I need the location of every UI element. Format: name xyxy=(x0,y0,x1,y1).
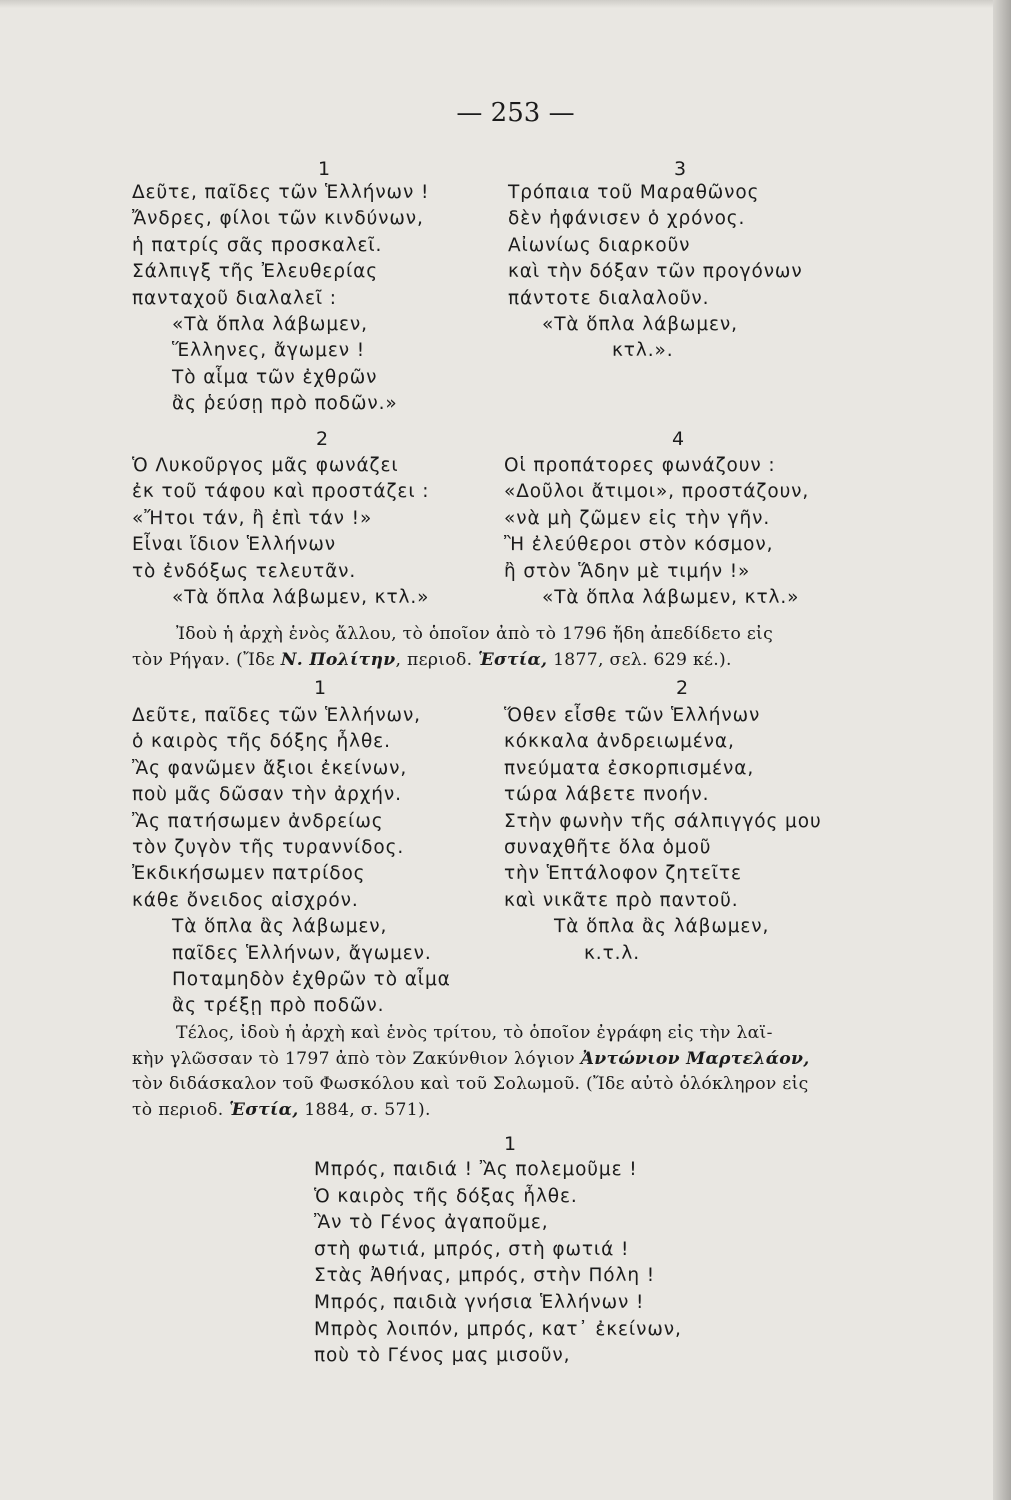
verse-line: τὸ ἐνδόξως τελευτᾶν. xyxy=(132,560,357,582)
verse-line: πανταχοῦ διαλαλεῖ : xyxy=(132,287,337,309)
verse-line: τὴν Ἑπτάλοφον ζητεῖτε xyxy=(504,863,742,885)
verse-line: Στὰς Ἀθήνας, μπρός, στὴν Πόλη ! xyxy=(314,1265,656,1287)
verse-line: Μπρὸς λοιπόν, μπρός, κατ᾿ ἐκείνων, xyxy=(314,1318,682,1340)
stanza-song1-4 xyxy=(504,453,809,611)
verse-line: Οἱ προπάτορες φωνάζουν : xyxy=(504,455,776,476)
stanza-song2-2 xyxy=(504,703,822,967)
journal-title: Ἑστία, xyxy=(229,1099,299,1120)
stanza-song1-1 xyxy=(132,180,429,418)
page-number: — 253 — xyxy=(456,98,575,128)
verse-line: Ὁ Λυκοῦργος μᾶς φωνάζει xyxy=(132,455,399,476)
page-top-shadow xyxy=(0,0,1011,8)
author-name: Ἀντώνιον Μαρτελάον, xyxy=(580,1048,810,1069)
stanza-number: 2 xyxy=(675,677,689,699)
prose-line xyxy=(132,1047,854,1073)
verse-line: Εἶναι ἴδιον Ἑλλήνων xyxy=(132,534,337,556)
prose-line: Τέλος, ἰδοὺ ἡ ἀρχὴ καὶ ἑνὸς τρίτου, τὸ ὁποῖον ἐγράφη εἰς τὴν λαϊ- xyxy=(176,1023,773,1043)
stanza-number: 2 xyxy=(315,428,329,450)
verse-line: Ἄνδρες, φίλοι τῶν κινδύνων, xyxy=(132,208,424,230)
prose-paragraph-2 xyxy=(132,1021,854,1123)
stanza-number: 1 xyxy=(503,1133,517,1155)
verse-line: Μπρός, παιδιά ! Ἂς πολεμοῦμε ! xyxy=(314,1159,638,1180)
verse-line: ποὺ τὸ Γένος μας μισοῦν, xyxy=(314,1345,571,1367)
stanza-song1-2 xyxy=(132,453,429,611)
verse-line: Ἂς πατήσωμεν ἀνδρείως xyxy=(132,810,384,832)
verse-line: ποὺ μᾶς δῶσαν τὴν ἀρχήν. xyxy=(132,784,402,806)
verse-line: τὸν ζυγὸν τῆς τυραννίδος. xyxy=(132,837,405,859)
verse-line: πνεύματα ἐσκορπισμένα, xyxy=(504,757,755,779)
verse-line: καὶ νικᾶτε πρὸ παντοῦ. xyxy=(504,889,739,911)
verse-line: Δεῦτε, παῖδες τῶν Ἑλλήνων, xyxy=(132,705,421,726)
author-name: Ν. Πολίτην xyxy=(280,649,396,670)
verse-line: ἐκ τοῦ τάφου καὶ προστάζει : xyxy=(132,481,430,503)
prose-line: τὸν διδάσκαλον τοῦ Φωσκόλου καὶ τοῦ Σολωμοῦ. (Ἴδε αὐτὸ ὁλόκληρον εἰς xyxy=(132,1074,809,1094)
verse-line: ἂς τρέξῃ πρὸ ποδῶν. xyxy=(172,995,385,1017)
verse-line: ἡ πατρίς σᾶς προσκαλεῖ. xyxy=(132,234,383,256)
verse-line: Ὅθεν εἶσθε τῶν Ἑλλήνων xyxy=(504,705,761,726)
verse-line: πάντοτε διαλαλοῦν. xyxy=(508,287,710,309)
verse-line: Ἂς φανῶμεν ἄξιοι ἐκείνων, xyxy=(132,757,408,779)
stanza-number: 1 xyxy=(317,158,331,180)
stanza-song3-1 xyxy=(314,1157,682,1370)
verse-line: ὁ καιρὸς τῆς δόξης ἦλθε. xyxy=(132,731,391,753)
verse-line: Ἢ ἐλεύθεροι στὸν κόσμον, xyxy=(504,534,774,556)
stanza-number: 3 xyxy=(673,158,687,180)
verse-line: κόκκαλα ἀνδρειωμένα, xyxy=(504,731,735,753)
prose-text: κὴν γλῶσσαν τὸ 1797 ἀπὸ τὸν Ζακύνθιον λόγιον xyxy=(132,1048,581,1069)
verse-line: Δεῦτε, παῖδες τῶν Ἑλλήνων ! xyxy=(132,182,430,203)
verse-line: Τὰ ὅπλα ἂς λάβωμεν, xyxy=(172,916,388,938)
verse-line: ἂς ῥεύσῃ πρὸ ποδῶν.» xyxy=(172,393,398,415)
verse-line: Τὸ αἷμα τῶν ἐχθρῶν xyxy=(172,366,378,388)
verse-line: «Ἤτοι τάν, ἢ ἐπὶ τάν !» xyxy=(132,507,373,529)
verse-line: Αἰωνίως διαρκοῦν xyxy=(508,234,691,256)
prose-text: 1877, σελ. 629 κέ.). xyxy=(547,649,732,670)
verse-line: τώρα λάβετε πνοήν. xyxy=(504,784,710,806)
verse-line: Τὰ ὅπλα ἂς λάβωμεν, xyxy=(554,916,770,938)
verse-line: «Τὰ ὅπλα λάβωμεν, κτλ.» xyxy=(542,587,800,609)
prose-line: Ἰδοὺ ἡ ἀρχὴ ἑνὸς ἄλλου, τὸ ὁποῖον ἀπὸ τὸ 1796 ἤδη ἀπεδίδετο εἰς xyxy=(176,624,774,644)
prose-text: 1884, σ. 571). xyxy=(298,1099,431,1120)
verse-line: καὶ τὴν δόξαν τῶν προγόνων xyxy=(508,261,803,283)
verse-line: στὴ φωτιά, μπρός, στὴ φωτιά ! xyxy=(314,1238,630,1260)
prose-text: τὸν Ρήγαν. (Ἴδε xyxy=(132,649,281,670)
prose-line xyxy=(132,648,854,674)
journal-title: Ἑστία, xyxy=(478,649,548,670)
verse-line: Σάλπιγξ τῆς Ἐλευθερίας xyxy=(132,261,378,283)
verse-line: κάθε ὄνειδος αἰσχρόν. xyxy=(132,889,359,911)
verse-line: «Τὰ ὅπλα λάβωμεν, κτλ.» xyxy=(172,587,430,609)
prose-line xyxy=(132,1098,854,1124)
prose-paragraph-1 xyxy=(132,622,854,673)
verse-line: Ποταμηδὸν ἐχθρῶν τὸ αἷμα xyxy=(172,969,451,991)
verse-line: Στὴν φωνὴν τῆς σάλπιγγός μου xyxy=(504,810,822,832)
verse-line: ἢ στὸν Ἅδην μὲ τιμήν !» xyxy=(504,560,751,582)
verse-line: «νὰ μὴ ζῶμεν εἰς τὴν γῆν. xyxy=(504,507,771,529)
verse-line: «Τὰ ὅπλα λάβωμεν, xyxy=(542,314,738,336)
page-right-edge xyxy=(993,0,1011,1500)
stanza-song1-3 xyxy=(508,180,803,365)
verse-line: Ἕλληνες, ἄγωμεν ! xyxy=(172,340,366,362)
stanza-song2-1 xyxy=(132,703,451,1020)
verse-line: «Δοῦλοι ἄτιμοι», προστάζουν, xyxy=(504,481,810,503)
verse-line: κ.τ.λ. xyxy=(584,942,641,964)
stanza-number: 1 xyxy=(313,677,327,699)
verse-line: «Τὰ ὅπλα λάβωμεν, xyxy=(172,314,368,336)
prose-text: , περιοδ. xyxy=(395,649,479,670)
stanza-number: 4 xyxy=(671,428,685,450)
verse-line: Τρόπαια τοῦ Μαραθῶνος xyxy=(508,182,760,203)
verse-line: Ἐκδικήσωμεν πατρίδος xyxy=(132,863,366,885)
prose-text: τὸ περιοδ. xyxy=(132,1099,230,1120)
verse-line: Μπρός, παιδιὰ γνήσια Ἑλλήνων ! xyxy=(314,1291,645,1313)
verse-line: παῖδες Ἑλλήνων, ἄγωμεν. xyxy=(172,942,432,964)
verse-line: Ὁ καιρὸς τῆς δόξας ἦλθε. xyxy=(314,1185,578,1207)
verse-line: κτλ.». xyxy=(612,340,674,362)
verse-line: Ἂν τὸ Γένος ἀγαποῦμε, xyxy=(314,1212,549,1234)
verse-line: δὲν ἠφάνισεν ὁ χρόνος. xyxy=(508,208,746,230)
verse-line: συναχθῆτε ὅλα ὁμοῦ xyxy=(504,837,712,859)
